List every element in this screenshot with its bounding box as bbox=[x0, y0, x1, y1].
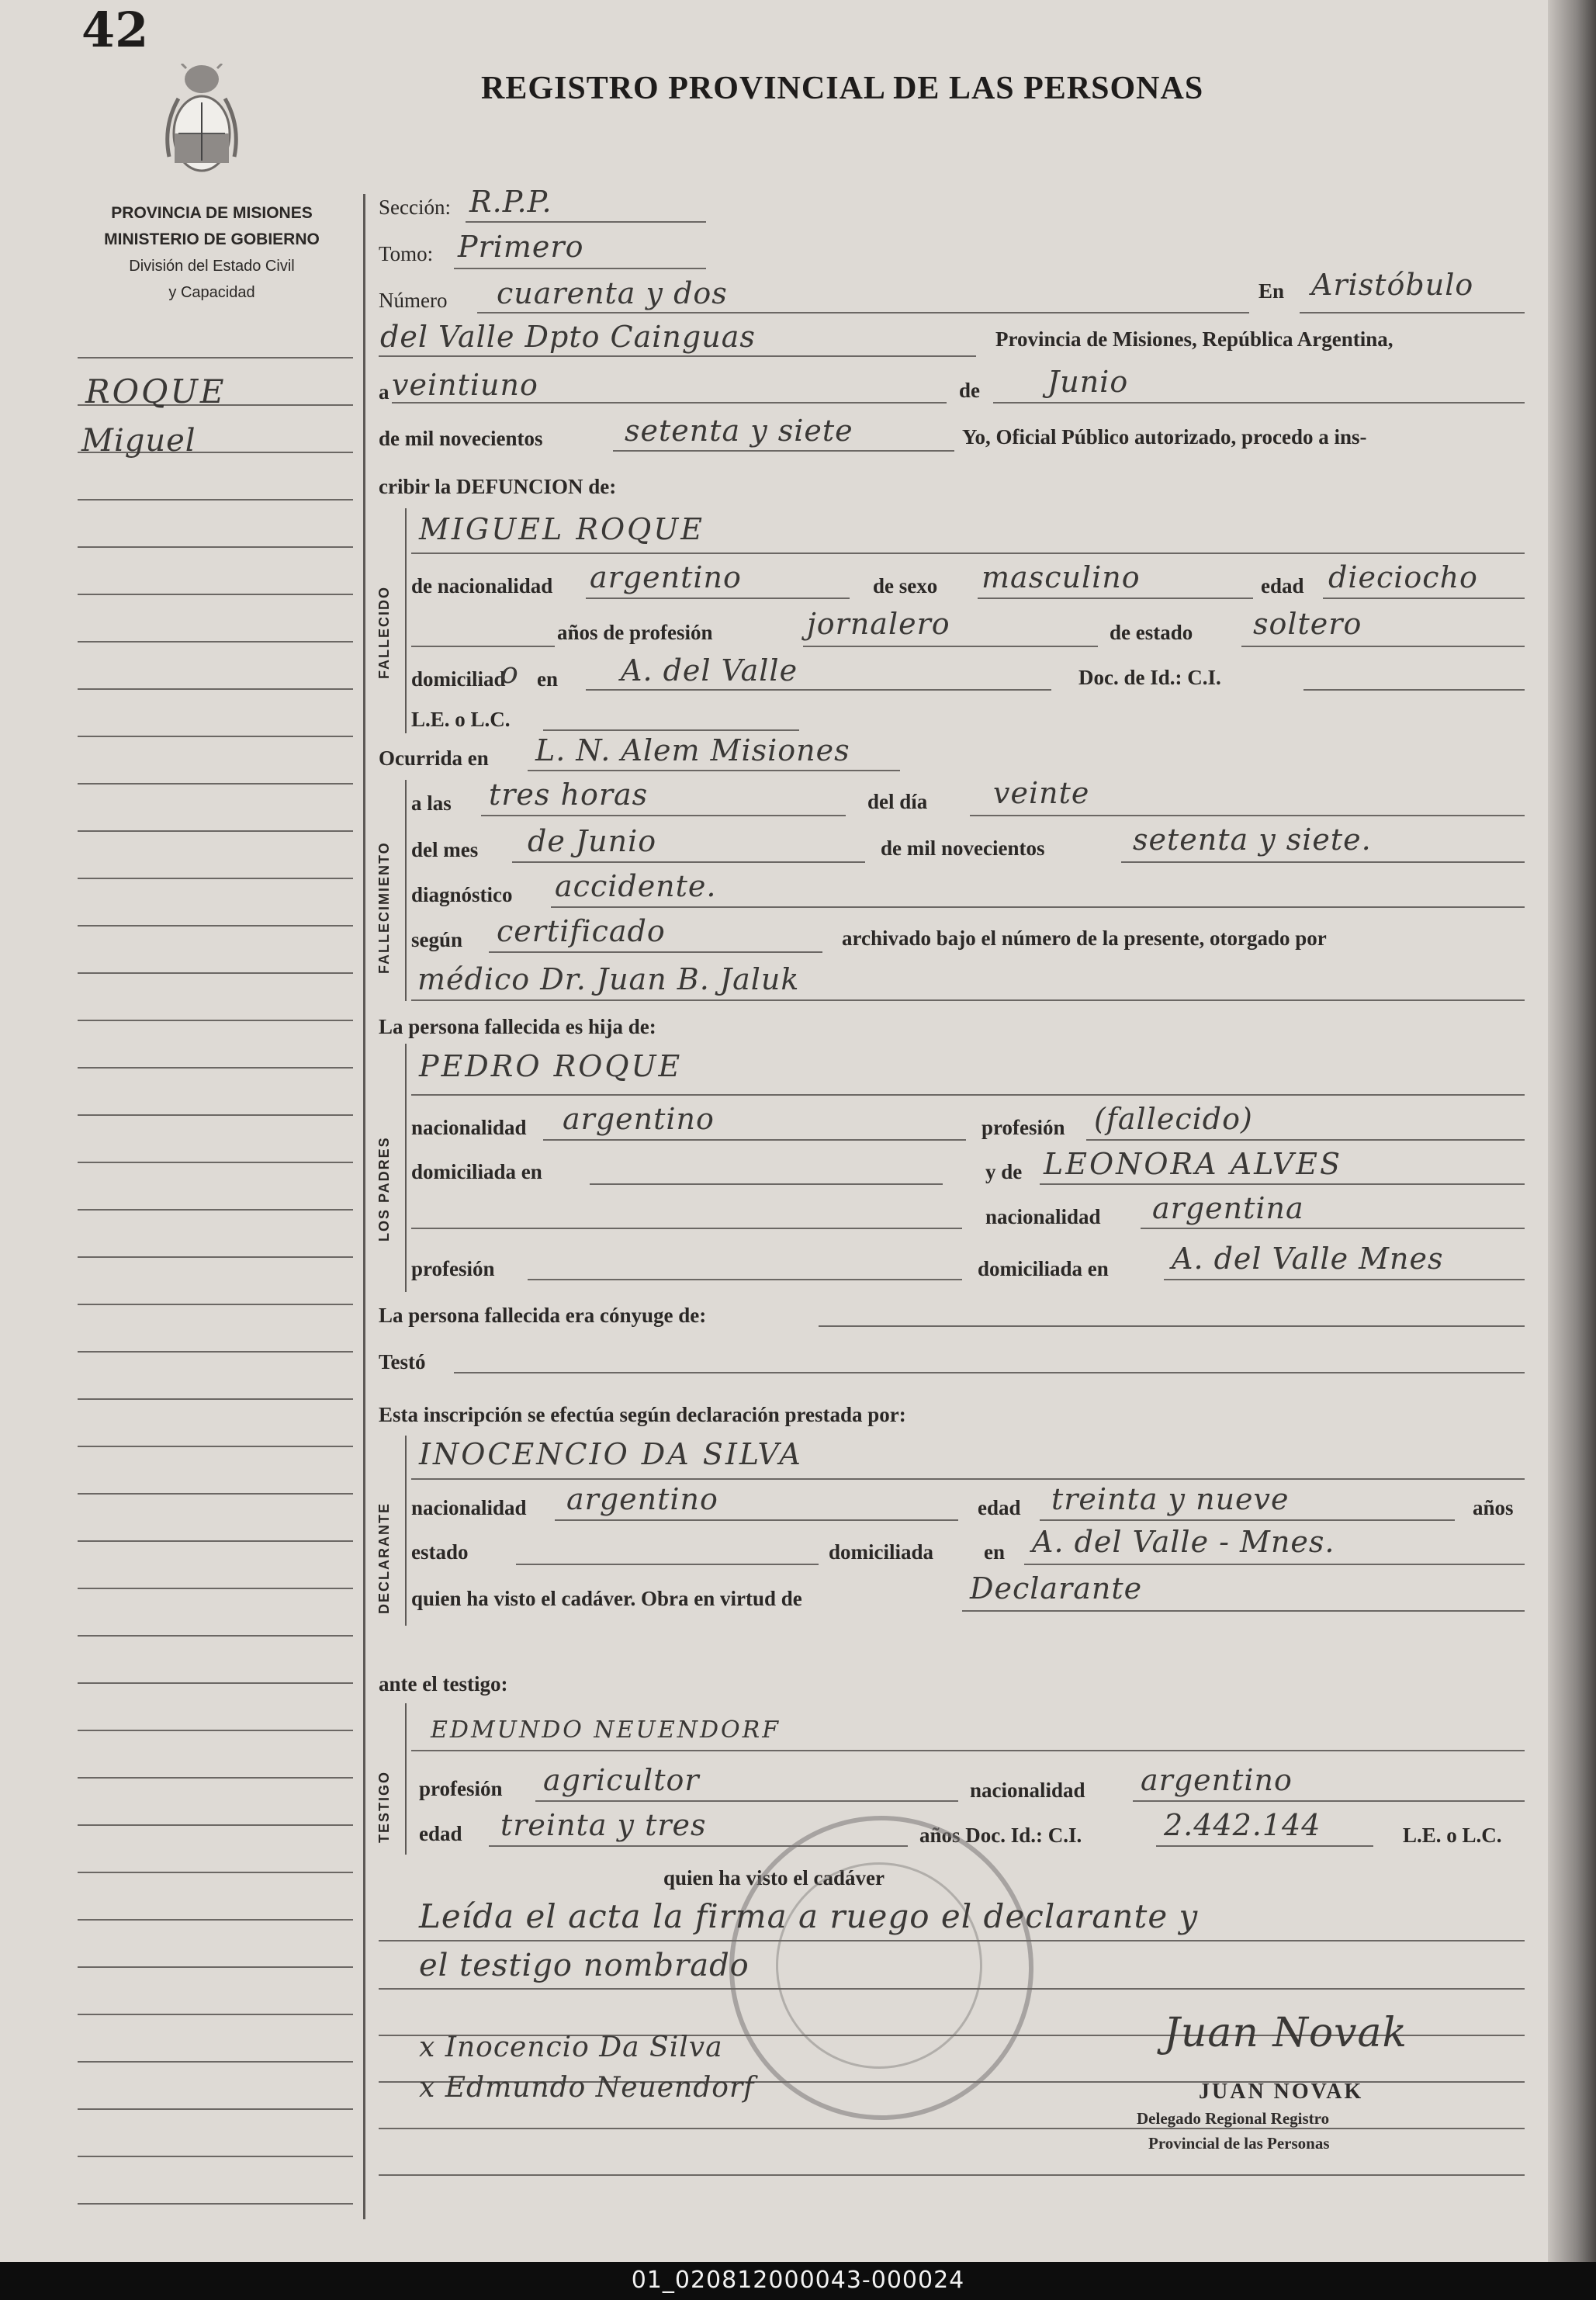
dia-fallecimiento-value: veinte bbox=[993, 776, 1090, 810]
testigo-edad-label: edad bbox=[419, 1822, 462, 1845]
numero-value: cuarenta y dos bbox=[497, 276, 728, 310]
domiciliado-suffix: o bbox=[500, 656, 519, 690]
provincia-text: Provincia de Misiones, República Argentina, bbox=[995, 327, 1393, 351]
a-label: a bbox=[379, 380, 389, 404]
testigo-doc-label: años Doc. Id.: C.I. bbox=[919, 1824, 1082, 1847]
padres-section-label: LOS PADRES bbox=[376, 1136, 392, 1242]
mes-fallecimiento-line bbox=[512, 861, 865, 863]
stamp-role-2: Provincial de las Personas bbox=[1148, 2134, 1330, 2153]
left-rule-line bbox=[78, 2156, 353, 2157]
ocurrida-value: L. N. Alem Misiones bbox=[535, 733, 850, 767]
declarante-en-label: en bbox=[984, 1540, 1005, 1564]
numero-label: Número bbox=[379, 289, 448, 312]
left-rule-line bbox=[78, 594, 353, 595]
y-de-label: y de bbox=[985, 1160, 1023, 1183]
nota-line-1 bbox=[379, 1940, 1525, 1941]
madre-nacionalidad-label: nacionalidad bbox=[985, 1205, 1101, 1228]
left-rule-line bbox=[78, 641, 353, 643]
dia-fallecimiento-line bbox=[970, 815, 1525, 816]
firma-declarante: x Inocencio Da Silva bbox=[419, 2032, 723, 2063]
madre-domiciliada-line bbox=[1164, 1279, 1525, 1280]
fallecido-nacionalidad-label: de nacionalidad bbox=[411, 574, 553, 598]
en-value: Aristóbulo bbox=[1311, 268, 1474, 302]
left-rule-line bbox=[78, 1446, 353, 1447]
edad-value: dieciocho bbox=[1328, 560, 1478, 594]
domicilio-value: A. del Valle bbox=[621, 653, 798, 688]
nota-line-2 bbox=[379, 1988, 1525, 1990]
left-rule-line bbox=[78, 357, 353, 359]
de-label: de bbox=[959, 379, 980, 402]
madre-domiciliada-label: domiciliada en bbox=[978, 1257, 1109, 1280]
declarante-quien-label: quien ha visto el cadáver. Obra en virtud de bbox=[411, 1587, 802, 1610]
testigo-section-label: TESTIGO bbox=[376, 1770, 392, 1843]
left-rule-line bbox=[78, 1020, 353, 1021]
left-rule-line bbox=[78, 783, 353, 785]
del-mes-label: del mes bbox=[411, 838, 479, 861]
testigo-nacionalidad-label: nacionalidad bbox=[970, 1779, 1085, 1802]
lugar-line bbox=[379, 355, 976, 357]
page-number: 42 bbox=[81, 2, 149, 58]
estado-label: de estado bbox=[1110, 621, 1193, 644]
declarante-estado-line bbox=[516, 1564, 819, 1565]
ocurrida-line bbox=[528, 770, 900, 771]
domiciliado-label: domiciliad bbox=[411, 667, 506, 691]
declarante-bracket bbox=[405, 1436, 407, 1626]
fallecimiento-section-label: FALLECIMIENTO bbox=[376, 841, 392, 974]
sexo-label: de sexo bbox=[873, 574, 938, 598]
testigo-le-label: L.E. o L.C. bbox=[1403, 1824, 1502, 1847]
edad-label: edad bbox=[1261, 574, 1304, 598]
column-divider bbox=[363, 194, 365, 2219]
domicilio-en-label: en bbox=[537, 667, 558, 691]
ocurrida-label: Ocurrida en bbox=[379, 746, 489, 770]
fallecido-nacionalidad-value: argentino bbox=[590, 560, 742, 594]
padre-profesion-label: profesión bbox=[981, 1116, 1065, 1139]
office-line-3: División del Estado Civil bbox=[129, 258, 295, 275]
declarante-virtud-line bbox=[962, 1610, 1525, 1612]
padre-profesion-line bbox=[1086, 1139, 1525, 1141]
declarante-nacionalidad-value: argentino bbox=[566, 1482, 718, 1516]
seccion-label: Sección: bbox=[379, 196, 451, 219]
anio-value: setenta y siete bbox=[625, 414, 853, 448]
dia-line bbox=[392, 402, 947, 404]
archivado-text: archivado bajo el número de la presente, otorgado por bbox=[842, 927, 1327, 950]
testigo-nacionalidad-value: argentino bbox=[1141, 1763, 1293, 1797]
en-line bbox=[1300, 312, 1525, 313]
del-dia-label: del día bbox=[867, 790, 928, 813]
left-rule-line bbox=[78, 1777, 353, 1779]
conyuge-line bbox=[819, 1325, 1525, 1327]
fallecido-bracket bbox=[405, 508, 407, 733]
fallecido-nombre-line bbox=[411, 552, 1525, 554]
left-rule-line bbox=[78, 1351, 353, 1353]
left-rule-line bbox=[78, 1493, 353, 1495]
testigo-visto-label: quien ha visto el cadáver bbox=[663, 1866, 885, 1890]
page-title: REGISTRO PROVINCIAL DE LAS PERSONAS bbox=[481, 71, 1204, 106]
left-rule-line bbox=[78, 2203, 353, 2205]
declarante-domicilio-line bbox=[1024, 1564, 1525, 1565]
estado-line bbox=[1241, 646, 1525, 647]
tomo-line bbox=[454, 268, 706, 269]
firma-oficial: Juan Novak bbox=[1164, 2010, 1408, 2056]
left-rule-line bbox=[78, 2061, 353, 2063]
sexo-value: masculino bbox=[981, 560, 1141, 594]
footer-id: 01_020812000043-000024 bbox=[631, 2267, 965, 2294]
padre-domiciliada-label: domiciliada en bbox=[411, 1160, 542, 1183]
margin-firstname: Miguel bbox=[81, 423, 196, 459]
left-rule-line bbox=[78, 878, 353, 879]
le-label: L.E. o L.C. bbox=[411, 708, 511, 731]
ante-label: ante el testigo: bbox=[379, 1672, 508, 1696]
anio-fallecimiento-value: setenta y siete. bbox=[1133, 823, 1372, 857]
declarante-nombre: INOCENCIO DA SILVA bbox=[419, 1437, 803, 1471]
left-rule-line bbox=[78, 1209, 353, 1211]
margin-surname: ROQUE bbox=[85, 372, 227, 410]
sexo-line bbox=[978, 598, 1253, 599]
padre-nombre: PEDRO ROQUE bbox=[419, 1049, 683, 1083]
doc-line bbox=[1303, 689, 1525, 691]
seccion-line bbox=[466, 221, 706, 223]
diagnostico-value: accidente. bbox=[555, 869, 717, 903]
edad-line bbox=[1323, 598, 1525, 599]
hora-line bbox=[481, 815, 846, 816]
left-rule-line bbox=[78, 1162, 353, 1163]
padre-profesion-value: (fallecido) bbox=[1094, 1102, 1253, 1136]
tomo-label: Tomo: bbox=[379, 242, 434, 265]
left-rule-line bbox=[78, 1398, 353, 1400]
anios-profesion-label: años de profesión bbox=[557, 621, 713, 644]
declarante-domiciliada-label: domiciliada bbox=[829, 1540, 934, 1564]
padre-nacionalidad-label: nacionalidad bbox=[411, 1116, 527, 1139]
madre-nacionalidad-line bbox=[1141, 1228, 1525, 1229]
seal-inner-ring bbox=[776, 1862, 982, 2069]
madre-profesion-label: profesión bbox=[411, 1257, 495, 1280]
left-rule-line bbox=[78, 2108, 353, 2110]
declarante-anios-label: años bbox=[1473, 1496, 1514, 1519]
padres-bracket bbox=[405, 1044, 407, 1292]
office-line-2: MINISTERIO DE GOBIERNO bbox=[104, 230, 320, 248]
edad-num-line bbox=[411, 646, 555, 647]
fallecido-nacionalidad-line bbox=[586, 598, 850, 599]
le-line bbox=[543, 729, 799, 731]
lugar-value: del Valle Dpto Cainguas bbox=[380, 320, 756, 354]
a-las-label: a las bbox=[411, 791, 452, 815]
madre-line bbox=[1040, 1183, 1525, 1185]
left-rule-line bbox=[78, 2014, 353, 2015]
left-rule-line bbox=[78, 1635, 353, 1637]
anio-line bbox=[613, 450, 954, 452]
nota-linea-2: el testigo nombrado bbox=[419, 1948, 750, 1983]
declarante-edad-label: edad bbox=[978, 1496, 1021, 1519]
mes-value: Junio bbox=[1047, 365, 1129, 399]
declarante-virtud-value: Declarante bbox=[970, 1571, 1143, 1605]
left-rule-line bbox=[78, 1256, 353, 1258]
office-header bbox=[68, 200, 355, 306]
conyuge-label: La persona fallecida era cónyuge de: bbox=[379, 1304, 707, 1327]
declarante-section-label: DECLARANTE bbox=[376, 1502, 392, 1614]
nota-linea-1: Leída el acta la firma a ruego el declarante y bbox=[419, 1897, 1199, 1935]
inscribir-text: cribir la DEFUNCION de: bbox=[379, 475, 617, 498]
padres-extra-line bbox=[411, 1228, 962, 1229]
en-label: En bbox=[1258, 279, 1285, 303]
left-rule-line bbox=[78, 1588, 353, 1589]
testigo-nombre-line bbox=[411, 1750, 1525, 1751]
testigo-profesion-label: profesión bbox=[419, 1777, 503, 1800]
declarante-edad-value: treinta y nueve bbox=[1051, 1482, 1290, 1516]
left-rule-line bbox=[78, 1872, 353, 1873]
declarante-nacionalidad-line bbox=[555, 1519, 958, 1521]
declarante-domicilio-value: A. del Valle - Mnes. bbox=[1032, 1525, 1335, 1559]
testigo-nacionalidad-line bbox=[1133, 1800, 1525, 1802]
coat-of-arms-icon bbox=[163, 64, 241, 192]
anio-fallecimiento-label: de mil novecientos bbox=[881, 837, 1045, 860]
madre-nombre: LEONORA ALVES bbox=[1044, 1147, 1343, 1181]
fallecimiento-bracket bbox=[405, 780, 407, 1001]
segun-line bbox=[489, 951, 822, 953]
segun-label: según bbox=[411, 928, 463, 951]
left-rule-line bbox=[78, 830, 353, 832]
domicilio-line bbox=[586, 689, 1051, 691]
testigo-ci-line bbox=[1156, 1845, 1373, 1847]
testo-label: Testó bbox=[379, 1350, 426, 1373]
left-rule-line bbox=[78, 688, 353, 690]
testigo-edad-value: treinta y tres bbox=[500, 1808, 707, 1842]
testo-line bbox=[454, 1372, 1525, 1373]
seccion-value: R.P.P. bbox=[469, 185, 552, 219]
hora-value: tres horas bbox=[489, 778, 649, 812]
left-rule-line bbox=[78, 736, 353, 737]
profesion-line bbox=[803, 646, 1098, 647]
medico-line bbox=[411, 999, 1525, 1001]
diagnostico-line bbox=[551, 906, 1525, 908]
stamp-role-1: Delegado Regional Registro bbox=[1137, 2109, 1330, 2128]
left-rule-line bbox=[78, 546, 353, 548]
madre-nacionalidad-value: argentina bbox=[1152, 1191, 1304, 1225]
madre-domiciliada-value: A. del Valle Mnes bbox=[1172, 1242, 1444, 1276]
left-rule-line bbox=[78, 972, 353, 974]
profesion-value: jornalero bbox=[807, 607, 950, 641]
mes-fallecimiento-value: de Junio bbox=[528, 824, 657, 858]
oficial-text: Yo, Oficial Público autorizado, procedo a ins- bbox=[962, 425, 1367, 449]
page-edge bbox=[1548, 0, 1596, 2262]
left-rule-line bbox=[78, 1067, 353, 1069]
left-rule-line bbox=[78, 1824, 353, 1826]
padres-intro: La persona fallecida es hija de: bbox=[379, 1015, 656, 1038]
fallecido-section-label: FALLECIDO bbox=[376, 586, 392, 679]
left-rule-line bbox=[78, 1682, 353, 1684]
tomo-value: Primero bbox=[458, 230, 584, 264]
nota-line-5 bbox=[379, 2128, 1525, 2129]
declarante-estado-label: estado bbox=[411, 1540, 469, 1564]
left-rule-line bbox=[78, 1730, 353, 1731]
anio-fallecimiento-line bbox=[1121, 861, 1525, 863]
doc-label: Doc. de Id.: C.I. bbox=[1078, 666, 1221, 689]
left-rule-line bbox=[78, 1304, 353, 1305]
testigo-bracket bbox=[405, 1703, 407, 1855]
testigo-profesion-value: agricultor bbox=[543, 1763, 700, 1797]
testigo-profesion-line bbox=[535, 1800, 958, 1802]
nota-line-6 bbox=[379, 2174, 1525, 2176]
left-rule-line bbox=[78, 1114, 353, 1116]
stamp-name: JUAN NOVAK bbox=[1199, 2080, 1364, 2104]
left-rule-line bbox=[78, 1966, 353, 1968]
office-line-1: PROVINCIA DE MISIONES bbox=[111, 204, 313, 222]
declarante-nacionalidad-label: nacionalidad bbox=[411, 1496, 527, 1519]
testigo-nombre: EDMUNDO NEUENDORF bbox=[431, 1716, 781, 1744]
padre-nacionalidad-line bbox=[543, 1139, 966, 1141]
anio-label: de mil novecientos bbox=[379, 427, 543, 450]
declarante-nombre-line bbox=[411, 1478, 1525, 1480]
fallecido-nombre: MIGUEL ROQUE bbox=[419, 512, 705, 546]
estado-value: soltero bbox=[1253, 607, 1362, 641]
left-rule-line bbox=[78, 1540, 353, 1542]
padre-line bbox=[411, 1094, 1525, 1096]
declarante-edad-line bbox=[1040, 1519, 1455, 1521]
testigo-ci-value: 2.442.144 bbox=[1164, 1808, 1321, 1842]
numero-line bbox=[477, 312, 1249, 313]
diagnostico-label: diagnóstico bbox=[411, 883, 513, 906]
left-rule-line bbox=[78, 499, 353, 501]
left-rule-line bbox=[78, 925, 353, 927]
firma-testigo: x Edmundo Neuendorf bbox=[419, 2072, 755, 2104]
dia-value: veintiuno bbox=[392, 368, 538, 402]
padre-nacionalidad-value: argentino bbox=[563, 1102, 715, 1136]
mes-line bbox=[993, 402, 1525, 404]
declaracion-label: Esta inscripción se efectúa según declaración prestada por: bbox=[379, 1403, 906, 1426]
segun-value: certificado bbox=[497, 914, 666, 948]
office-line-4: y Capacidad bbox=[168, 284, 255, 301]
padre-domiciliada-line bbox=[590, 1183, 943, 1185]
madre-profesion-line bbox=[528, 1279, 962, 1280]
medico-value: médico Dr. Juan B. Jaluk bbox=[417, 962, 800, 996]
left-rule-line bbox=[78, 1919, 353, 1921]
